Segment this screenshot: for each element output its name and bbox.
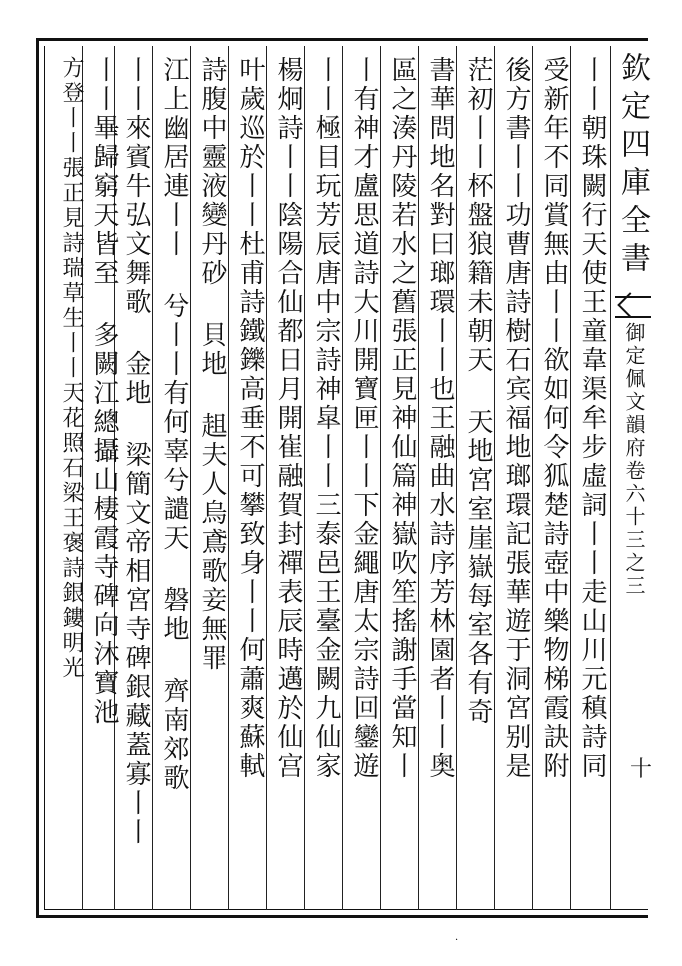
text-column: 受新年不同賞無由丨丨欲如何令狐楚詩壺中樂物梯霞訣附 <box>539 56 569 781</box>
text-column: 方登丨丨張正見詩瑞草生丨丨天花照石梁王褒詩銀鏤明光 <box>59 56 84 681</box>
text-column: 丨丨極目玩芳辰唐中宗詩神皐丨丨三泰邑王臺金闕九仙家 <box>311 56 341 781</box>
text-column: 區之湊丹陵若水之舊張正見神仙篇神嶽吹笙搖謝手當知丨 <box>387 56 417 781</box>
text-column: 書華問地名對曰瑯環丨丨也王融曲水詩序芳林園者丨丨奥 <box>425 56 455 781</box>
text-column: 丨有神才盧思道詩大川開寶匣丨丨下金繩唐太宗詩回鑾遊 <box>349 56 379 781</box>
text-column: 丨丨朝珠闕行天使王童韋渠牟步虛詞丨丨走山川元稹詩同 <box>577 56 607 781</box>
fishtail-ornament <box>615 296 651 318</box>
text-column: 楊炯詩丨丨陰陽合仙都日月開崔融賀封禪表辰時邁於仙宫 <box>273 56 303 781</box>
text-column: 丨丨畢歸窮天皆至 多闕江總攝山棲霞寺碑向沐寶池 <box>89 56 119 727</box>
scan-dot: · <box>455 935 459 946</box>
text-column: 茫初丨丨杯盤狼籍未朝天 天地宮室崖嶽每室各有奇 <box>463 56 493 727</box>
text-column: 詩腹中靈液變丹砂 貝地 趄夫人烏鳶歌妾無罪 <box>197 56 227 673</box>
text-column: 後方書丨丨功曹唐詩樹石宾福地瑯環記張華遊于洞宮别是 <box>501 56 531 781</box>
text-column: 叶歲巡於丨丨杜甫詩鐵鑠高垂不可攀致身丨丨何蕭爽蘇軾 <box>235 56 265 781</box>
page-number: 十 <box>630 757 653 782</box>
text-column: 江上幽居連丨丨 兮丨丨有何辜兮譴天 磐地 齊南郊歌 <box>159 56 189 793</box>
volume-subtitle: 御定佩文韻府卷六十三之三 <box>622 322 646 598</box>
text-column: 丨丨來賓牛弘文舞歌 金地 梁簡文帝相宮寺碑銀藏蓋寡丨丨 <box>121 56 151 847</box>
book-title: 欽定四庫全書 <box>615 52 650 280</box>
